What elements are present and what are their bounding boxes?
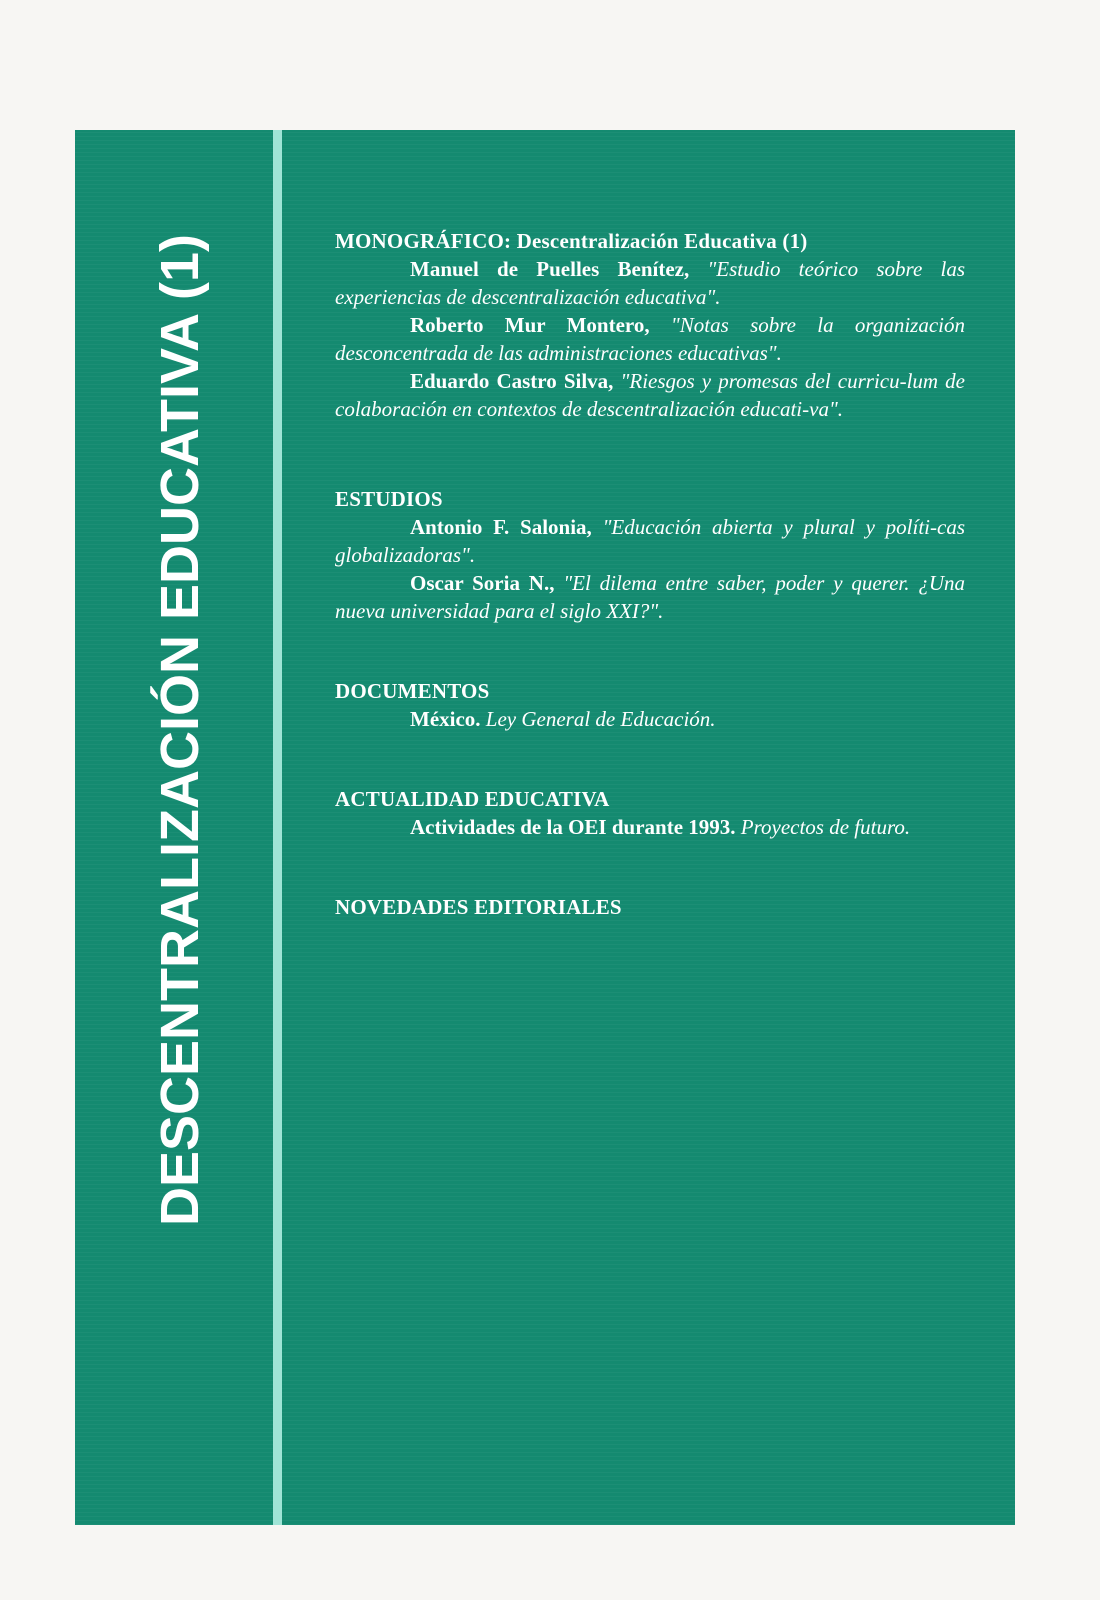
table-of-contents: [335, 227, 965, 921]
cover-panel: [75, 130, 1015, 1525]
toc-entry: [335, 813, 965, 841]
entry-author: Antonio F. Salonia,: [410, 515, 592, 539]
entry-work: "Riesgos y promesas del curricu-lum de colaboración en contextos de descentralización educati-va".: [335, 369, 966, 421]
section-novedades: [335, 893, 965, 921]
entry-author: Oscar Soria N.,: [410, 571, 555, 595]
section-heading: NOVEDADES EDITORIALES: [335, 895, 622, 919]
toc-entry: [335, 513, 965, 569]
toc-entry: [335, 255, 965, 311]
entry-author: Eduardo Castro Silva,: [410, 369, 614, 393]
entry-author: México.: [410, 707, 481, 731]
section-heading: DOCUMENTOS: [335, 679, 490, 703]
section-actualidad: [335, 785, 965, 841]
entry-work: Proyectos de futuro.: [740, 815, 911, 839]
section-documentos: [335, 677, 965, 733]
entry-work: Ley General de Educación.: [485, 707, 716, 731]
entry-author: Actividades de la OEI durante 1993.: [410, 815, 736, 839]
entry-work: "Notas sobre la organización desconcentrada de las administraciones educativas".: [335, 313, 965, 365]
toc-entry: [335, 367, 965, 423]
toc-entry: [335, 705, 965, 733]
entry-author: Roberto Mur Montero,: [410, 313, 650, 337]
entry-work: "Estudio teórico sobre las experiencias de descentralización educativa".: [335, 257, 966, 309]
entry-author: Manuel de Puelles Benítez,: [410, 257, 690, 281]
vertical-stripe: [273, 130, 282, 1525]
section-estudios: [335, 485, 965, 625]
toc-entry: [335, 569, 965, 625]
section-heading: ACTUALIDAD EDUCATIVA: [335, 787, 610, 811]
entry-work: "Educación abierta y plural y políti-cas globalizadoras".: [335, 515, 965, 567]
spine-area: [110, 130, 250, 1525]
section-heading: ESTUDIOS: [335, 487, 443, 511]
section-heading: MONOGRÁFICO: Descentralización Educativa (1): [335, 229, 808, 253]
entry-work: "El dilema entre saber, poder y querer. ¿Una nueva universidad para el siglo XXI?".: [335, 571, 966, 623]
section-monografico: [335, 227, 965, 423]
toc-entry: [335, 311, 965, 367]
spine-title: DESCENTRALIZACIÓN EDUCATIVA (1): [150, 234, 210, 1226]
